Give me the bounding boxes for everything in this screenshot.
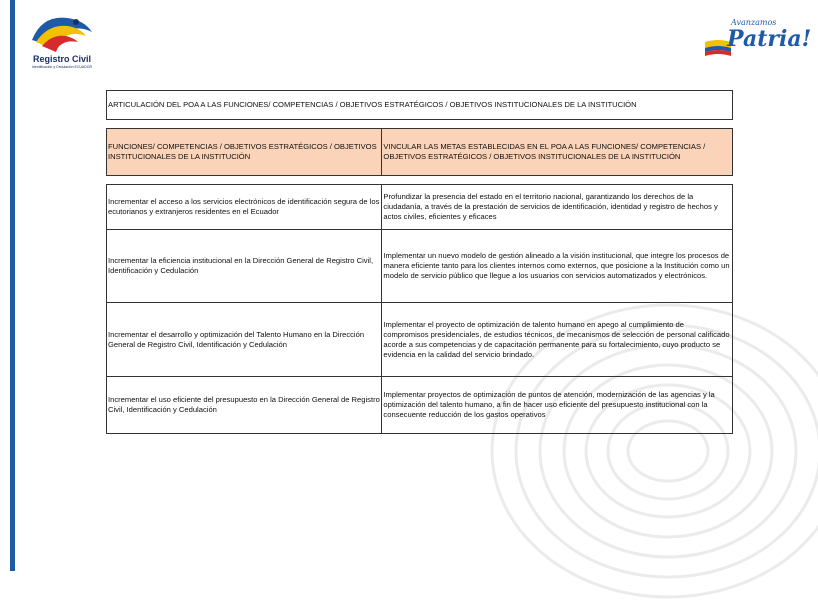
condor-emblem-icon [22,10,102,54]
link-cell: Profundizar la presencia del estado en el territorio nacional, garantizando los derechos de la ciudadanía, a través de la prestación de servicios de identificación, identidad y registro de hechos y actos civiles, eficientes y eficaces [382,185,733,230]
table-title-row [107,91,733,120]
registro-civil-tagline: Identificación y Cedulación ECUADOR [31,65,93,69]
logo-small-text: Avanzamos [731,18,777,27]
objective-cell: Incrementar el desarrollo y optimización del Talento Humano en la Dirección General de Registro Civil, Identificación y Cedulación [107,303,382,377]
poa-articulation-table-wrapper [106,90,733,434]
table-spacer [107,176,733,185]
registro-civil-name: Registro Civil [32,54,91,64]
link-cell: Implementar el proyecto de optimización de talento humano en apego al cumplimiento de compromisos presidenciales, de estudios técnicos, de mecanismos de selección de personal calificado acorde a sus competencias y de capacitación permanente para su fortalecimiento, cuyo producto se evidencia en la calidad del servicio brindado. [382,303,733,377]
objective-cell: Incrementar el uso eficiente del presupuesto en la Dirección General de Registro Civil, Identificación y Cedulación [107,377,382,434]
logo-big-text: Patria! [727,26,812,52]
link-cell: Implementar un nuevo modelo de gestión alineado a la visión institucional, que integre los procesos de manera eficiente tanto para los clientes internos como externos, que posicione a la Institución como un modelo de servicio público que llegue a los usuarios con servicios automatizados y electrónicos. [382,230,733,303]
poa-articulation-table [106,90,733,434]
objective-cell: Incrementar el acceso a los servicios electrónicos de identificación segura de los ecutorianos y extranjeros residentes en el Ecuador [107,185,382,230]
link-cell: Implementar proyectos de optimización de puntos de atención, modernización de las agencias y la optimización del talento humano, a fin de hacer uso eficiente del presupuesto institucional con la consecuente reducción de los gastos operativos [382,377,733,434]
table-spacer [107,120,733,129]
left-accent-bar [10,0,15,571]
table-row [107,185,733,230]
table-row [107,230,733,303]
table-row [107,377,733,434]
header-link-goals: VINCULAR LAS METAS ESTABLECIDAS EN EL POA A LAS FUNCIONES/ COMPETENCIAS / OBJETIVOS ESTRATÉGICOS / OBJETIVOS INSTITUCIONALES DE LA INSTITUCIÓN [382,129,733,176]
table-row [107,303,733,377]
registro-civil-logo [22,10,102,76]
table-title: ARTICULACIÓN DEL POA A LAS FUNCIONES/ COMPETENCIAS / OBJETIVOS ESTRATÉGICOS / OBJETIVOS INSTITUCIONALES DE LA INSTITUCIÓN [107,91,733,120]
avanzamos-patria-logo [705,16,812,66]
header-functions: FUNCIONES/ COMPETENCIAS / OBJETIVOS ESTRATÉGICOS / OBJETIVOS INSTITUCIONALES DE LA INSTITUCIÓN [107,129,382,176]
table-header-row [107,129,733,176]
objective-cell: Incrementar la eficiencia institucional en la Dirección General de Registro Civil, Identificación y Cedulación [107,230,382,303]
